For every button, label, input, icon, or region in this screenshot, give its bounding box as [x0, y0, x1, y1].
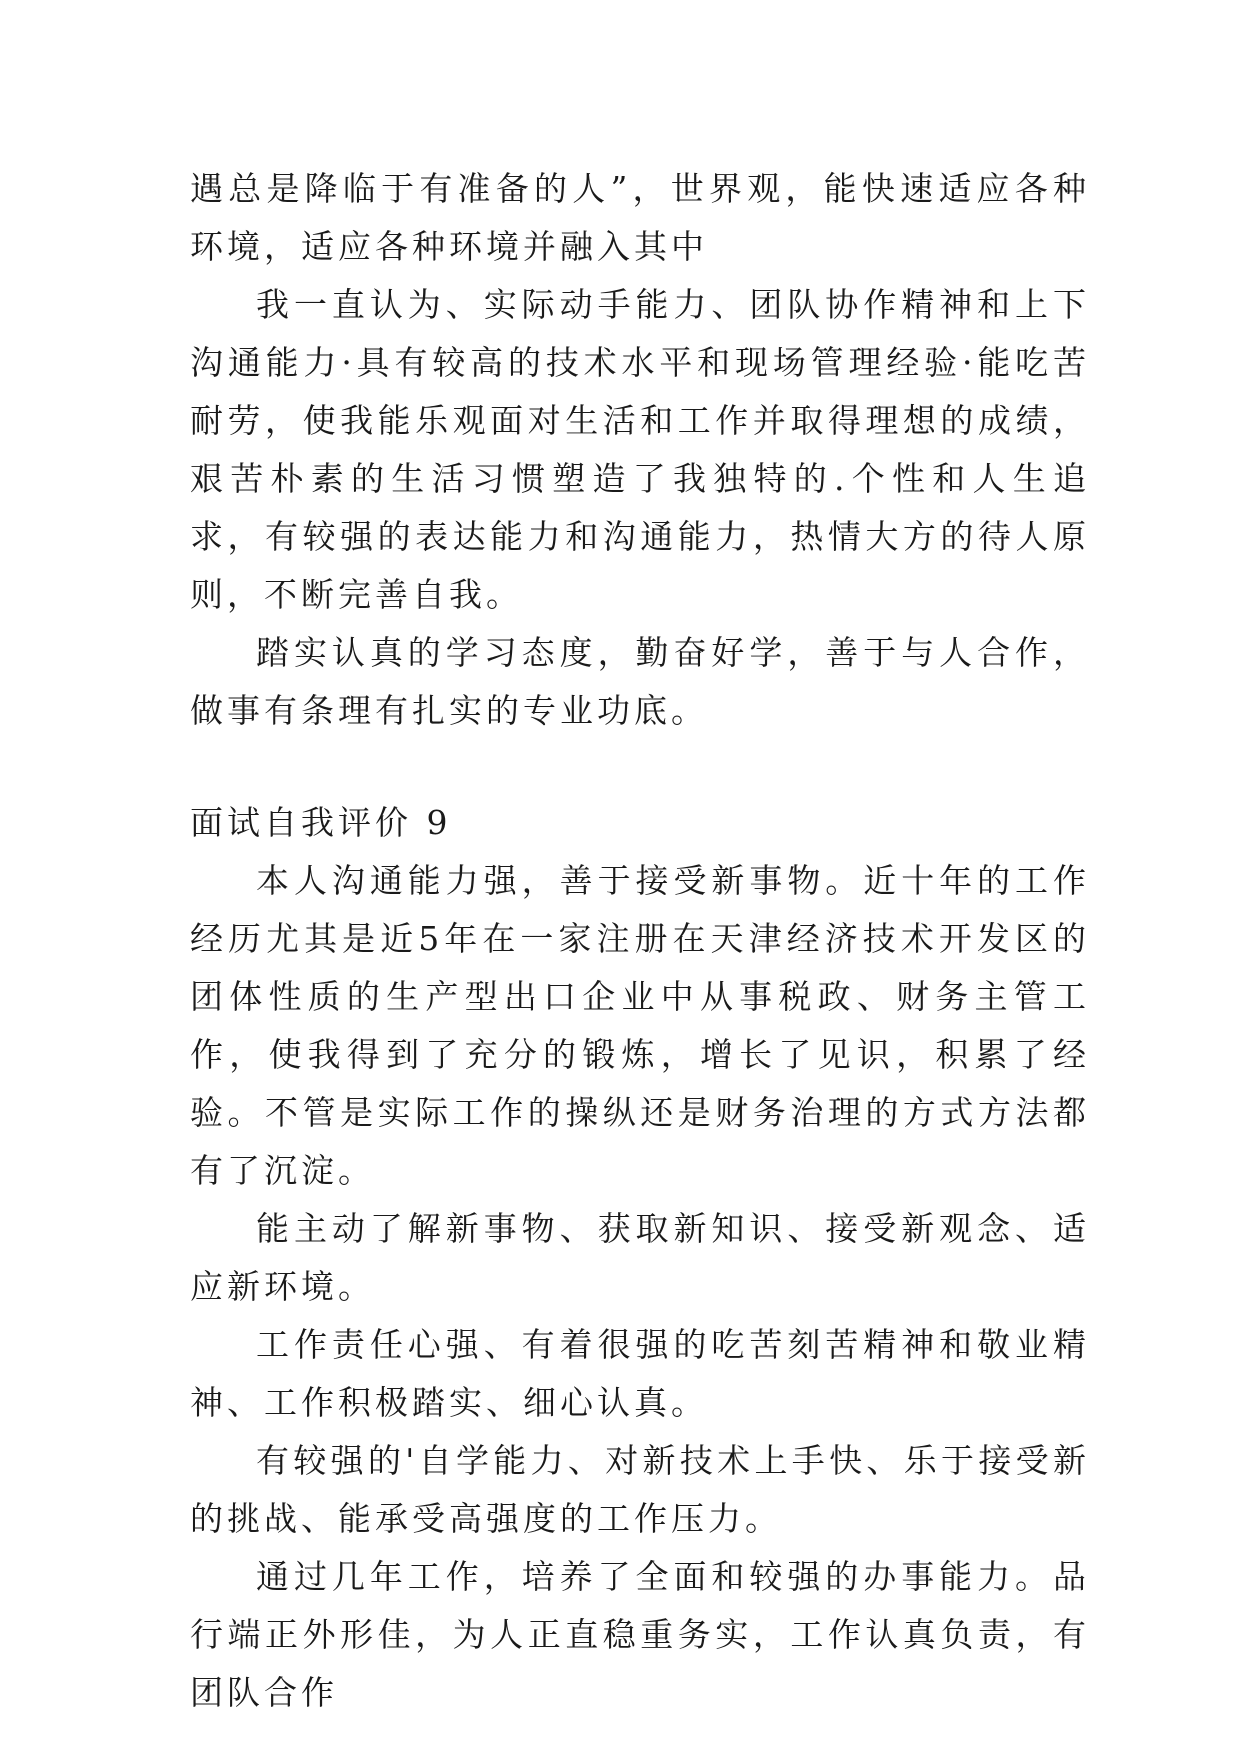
document-body — [190, 160, 1090, 1722]
paragraph: 我一直认为、实际动手能力、团队协作精神和上下沟通能力·具有较高的技术水平和现场管理经验·能吃苦耐劳，使我能乐观面对生活和工作并取得理想的成绩，艰苦朴素的生活习惯塑造了我独特的.个性和人生追求，有较强的表达能力和沟通能力，热情大方的待人原则，不断完善自我。 — [190, 285, 1090, 614]
paragraph: 踏实认真的学习态度，勤奋好学，善于与人合作，做事有条理有扎实的专业功底。 — [190, 633, 1090, 730]
paragraph: 工作责任心强、有着很强的吃苦刻苦精神和敬业精神、工作积极踏实、细心认真。 — [190, 1325, 1090, 1422]
paragraph: 能主动了解新事物、获取新知识、接受新观念、适应新环境。 — [190, 1209, 1090, 1306]
paragraph: 有较强的'自学能力、对新技术上手快、乐于接受新的挑战、能承受高强度的工作压力。 — [190, 1441, 1090, 1538]
section-heading: 面试自我评价 9 — [190, 803, 452, 842]
paragraph-continuation: 遇总是降临于有准备的人”，世界观，能快速适应各种环境，适应各种环境并融入其中 — [190, 169, 1090, 266]
paragraph: 本人沟通能力强，善于接受新事物。近十年的工作经历尤其是近5年在一家注册在天津经济技术开发区的团体性质的生产型出口企业中从事税政、财务主管工作，使我得到了充分的锻炼，增长了见识，积累了经验。不管是实际工作的操纵还是财务治理的方式方法都有了沉淀。 — [190, 861, 1090, 1190]
paragraph: 通过几年工作，培养了全面和较强的办事能力。品行端正外形佳，为人正直稳重务实，工作认真负责，有团队合作 — [190, 1557, 1090, 1712]
